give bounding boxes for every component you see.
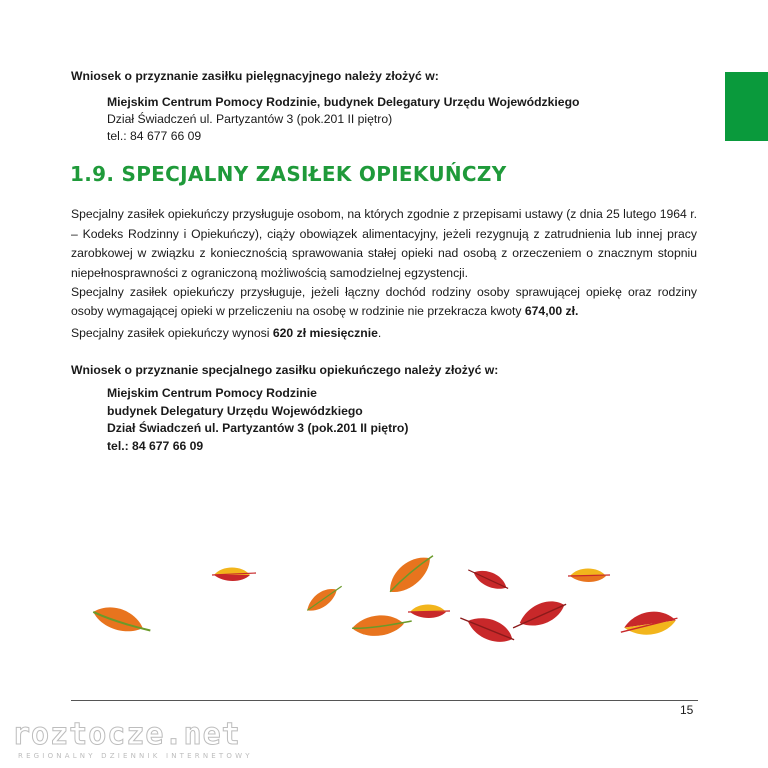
page-number: 15 [680, 703, 694, 717]
section-a-address-line2: Dział Świadczeń ul. Partyzantów 3 (pok.201 II piętro) [107, 112, 393, 126]
section-b-address-line3: Dział Świadczeń ul. Partyzantów 3 (pok.201 II piętro) [107, 421, 409, 435]
paragraph-income-criterion [71, 283, 697, 321]
leaf-icon [619, 608, 680, 638]
paragraph-income-text: Specjalny zasiłek opiekuńczy przysługuje, jeżeli łączny dochód rodziny osoby sprawującej opiekę oraz rodziny osoby wymagającej opieki w przeliczeniu na osobę w rodzinie nie przekracza kwoty [71, 285, 697, 318]
benefit-amount: 620 zł miesięcznie [272, 326, 378, 340]
section-b-address-line1: Miejskim Centrum Pomocy Rodzinie [107, 386, 317, 400]
paragraph-eligibility: Specjalny zasiłek opiekuńczy przysługuje osobom, na których zgodnie z przepisami ustawy (z dnia 25 lutego 1964 r. – Kodeks Rodzinny i Opiekuńczy), ciąży obowiązek alimentacyjny, jeżeli rezygnują z zatrudnienia lub innej pracy zarobkowej w związku z koniecznością sprawowania stałej opieki nad osobą z orzeczeniem o znacznym stopniu niepełnosprawności z ograniczoną możliwością samodzielnej egzystencji. [71, 207, 697, 281]
watermark-tagline: REGIONALNY DZIENNIK INTERNETOWY [18, 752, 253, 760]
leaf-icon [303, 580, 346, 616]
section-a-heading: Wniosek o przyznanie zasiłku pielęgnacyjnego należy złożyć w: [71, 69, 439, 83]
section-b-heading: Wniosek o przyznanie specjalnego zasiłku opiekuńczego należy złożyć w: [71, 363, 499, 377]
income-limit-amount: 674,00 zł. [524, 304, 579, 318]
section-a-address-line1: Miejskim Centrum Pomocy Rodzinie, budynek Delegatury Urzędu Wojewódzkiego [107, 95, 580, 109]
section-b-phone: tel.: 84 677 66 09 [107, 438, 204, 453]
footer-divider [71, 700, 698, 701]
leaf-icon [382, 547, 439, 600]
paragraph-benefit-end: . [377, 326, 382, 340]
section-title: 1.9. SPECJALNY ZASIŁEK OPIEKUŃCZY [70, 162, 507, 186]
leaf-icon [408, 605, 450, 619]
leaf-icon [351, 613, 413, 638]
leaf-icon [465, 563, 511, 595]
leaf-icon [457, 608, 518, 649]
section-color-tab [725, 72, 768, 141]
section-a-phone: tel.: 84 677 66 09 [107, 129, 202, 143]
section-b-address-line2: budynek Delegatury Urzędu Wojewódzkiego [107, 403, 363, 418]
autumn-leaves-illustration [0, 540, 768, 650]
paragraph-benefit-amount [71, 323, 697, 343]
watermark-logo: roztocze.net [12, 717, 241, 752]
leaf-icon [508, 595, 569, 636]
leaf-icon [90, 601, 154, 640]
paragraph-benefit-text: Specjalny zasiłek opiekuńczy wynosi [71, 326, 273, 340]
leaf-icon [568, 569, 610, 583]
watermark [12, 718, 253, 760]
leaf-icon [212, 568, 256, 582]
